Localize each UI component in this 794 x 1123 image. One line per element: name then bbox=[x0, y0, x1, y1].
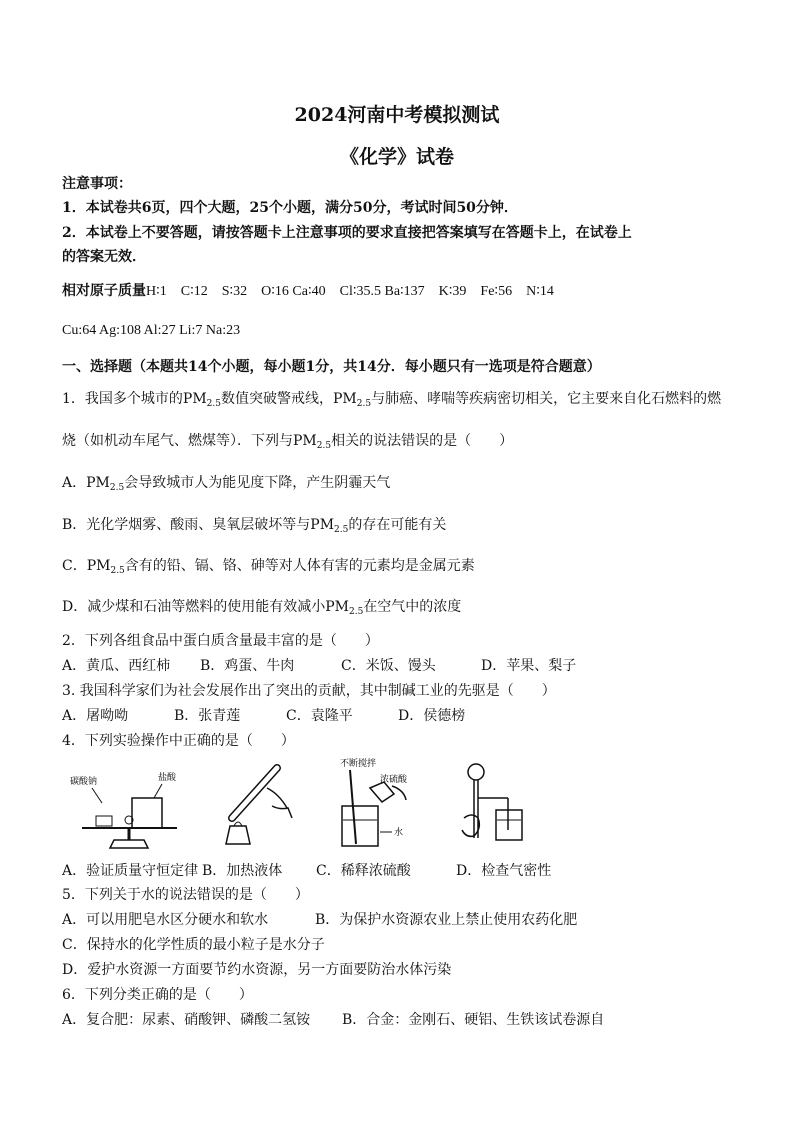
q1-text: 与肺癌、哮喘等疾病密切相关，它主要来自化石燃料的燃 bbox=[371, 391, 722, 407]
q5-option-d: D．爱护水资源一方面要节约水资源，另一方面要防治水体污染 bbox=[62, 962, 452, 978]
q5-option-a: A．可以用肥皂水区分硬水和软水 bbox=[62, 912, 269, 928]
exam-subtitle: 《化学》试卷 bbox=[339, 146, 454, 168]
section-1-heading: 一、选择题（本题共14个小题，每小题1分，共14分．每小题只有一选项是符合题意） bbox=[62, 359, 601, 375]
q2-option-b: B．鸡蛋、牛肉 bbox=[200, 658, 295, 674]
exam-title: 2024河南中考模拟测试 bbox=[294, 104, 500, 126]
q5-option-c: C．保持水的化学性质的最小粒子是水分子 bbox=[62, 937, 325, 953]
dilute-acid-figure bbox=[330, 758, 420, 853]
notice-heading: 注意事项： bbox=[62, 176, 132, 192]
q1-text: 相关的说法错误的是（ ） bbox=[331, 433, 514, 449]
q1-option-text: B．光化学烟雾、酸雨、臭氧层破坏等与PM bbox=[62, 517, 335, 533]
stir-label: 不断搅拌 bbox=[340, 759, 377, 769]
q1-option-text: 含有的铅、镉、铬、砷等对人体有害的元素均是金属元素 bbox=[124, 558, 475, 574]
q1-stem-line-1 bbox=[62, 390, 721, 413]
q1-text: 烧（如机动车尾气、燃煤等）．下列与PM bbox=[62, 433, 317, 449]
q1-option-text: A．PM bbox=[62, 475, 110, 491]
q5-options-ab bbox=[62, 911, 577, 929]
q4-option-c: C．稀释浓硫酸 bbox=[316, 863, 411, 879]
q3-option-b: B．张青莲 bbox=[174, 708, 241, 724]
q6-option-a: A．复合肥：尿素、硝酸钾、磷酸二氢铵 bbox=[62, 1012, 311, 1028]
acid-label: 盐酸 bbox=[158, 773, 177, 783]
q1-option-text: 的存在可能有关 bbox=[348, 517, 447, 533]
q1-option-d bbox=[62, 598, 461, 621]
pm-subscript: 2.5 bbox=[206, 399, 221, 409]
q1-text: 数值突破警戒线，PM bbox=[221, 391, 357, 407]
q1-text: 1．我国多个城市的PM bbox=[62, 391, 207, 407]
carbonate-label: 碳酸钠 bbox=[70, 777, 98, 787]
q1-stem-line-2 bbox=[62, 432, 513, 455]
q6-stem: 6．下列分类正确的是（ ） bbox=[62, 987, 253, 1003]
q6-option-b: B．合金：金刚石、硬铝、生铁该试卷源自 bbox=[342, 1012, 605, 1028]
q3-stem: 3. 我国科学家们为社会发展作出了突出的贡献，其中制碱工业的先驱是（ ） bbox=[62, 683, 556, 699]
q2-option-a: A．黄瓜、西红柿 bbox=[62, 658, 171, 674]
atomic-mass-line-2: Cu:64 Ag:108 Al:27 Li:7 Na:23 bbox=[62, 323, 241, 338]
pm-subscript: 2.5 bbox=[110, 566, 125, 576]
q5-option-b: B．为保护水资源农业上禁止使用农药化肥 bbox=[315, 912, 578, 928]
q4-option-b: B．加热液体 bbox=[202, 863, 283, 879]
notice-item-2-cont: 的答案无效． bbox=[62, 249, 146, 265]
notice-item-2: 2．本试卷上不要答题，请按答题卡上注意事项的要求直接把答案填写在答题卡上，在试卷上 bbox=[62, 225, 632, 241]
q4-option-d: D．检查气密性 bbox=[456, 863, 552, 879]
q5-stem: 5．下列关于水的说法错误的是（ ） bbox=[62, 887, 309, 903]
pm-subscript: 2.5 bbox=[316, 441, 332, 451]
atomic-mass-label: 相对原子质量 bbox=[62, 283, 146, 299]
q2-options bbox=[62, 657, 576, 675]
balance-figure bbox=[62, 758, 197, 853]
q1-option-text: 在空气中的浓度 bbox=[363, 599, 462, 615]
pm-subscript: 2.5 bbox=[356, 399, 372, 409]
q1-option-text: D．减少煤和石油等燃料的使用能有效减小PM bbox=[62, 599, 349, 615]
pm-subscript: 2.5 bbox=[109, 483, 125, 493]
atomic-mass-values: H∶1 C∶12 S∶32 O∶16 Ca∶40 Cl∶35.5 Ba∶137 K∶39 Fe∶56 N∶14 bbox=[146, 284, 554, 299]
q3-option-a: A．屠呦呦 bbox=[62, 708, 129, 724]
q1-option-b bbox=[62, 516, 446, 539]
airtightness-figure bbox=[460, 758, 550, 853]
pm-subscript: 2.5 bbox=[334, 525, 349, 535]
q3-option-c: C．袁隆平 bbox=[286, 708, 353, 724]
pm-subscript: 2.5 bbox=[348, 607, 364, 617]
notice-item-1: 1．本试卷共6页，四个大题，25个小题，满分50分，考试时间50分钟． bbox=[62, 200, 518, 216]
q4-option-a: A．验证质量守恒定律 bbox=[62, 863, 199, 879]
heating-liquid-figure bbox=[212, 758, 302, 853]
water-label: 水 bbox=[394, 828, 404, 838]
q2-option-c: C．米饭、馒头 bbox=[341, 658, 436, 674]
q1-option-text: C．PM bbox=[62, 558, 111, 574]
q1-option-a bbox=[62, 474, 390, 497]
q2-option-d: D．苹果、梨子 bbox=[481, 658, 577, 674]
atomic-mass-line-1 bbox=[62, 282, 554, 301]
q1-option-c bbox=[62, 557, 475, 580]
conc-acid-label: 浓硫酸 bbox=[380, 775, 408, 785]
q1-option-text: 会导致城市人为能见度下降，产生阴霾天气 bbox=[124, 475, 391, 491]
q6-options-ab bbox=[62, 1011, 604, 1029]
q3-options bbox=[62, 707, 465, 725]
q4-options bbox=[62, 862, 551, 880]
q2-stem: 2．下列各组食品中蛋白质含量最丰富的是（ ） bbox=[62, 633, 379, 649]
q4-stem: 4．下列实验操作中正确的是（ ） bbox=[62, 733, 295, 749]
q3-option-d: D．侯德榜 bbox=[398, 708, 466, 724]
